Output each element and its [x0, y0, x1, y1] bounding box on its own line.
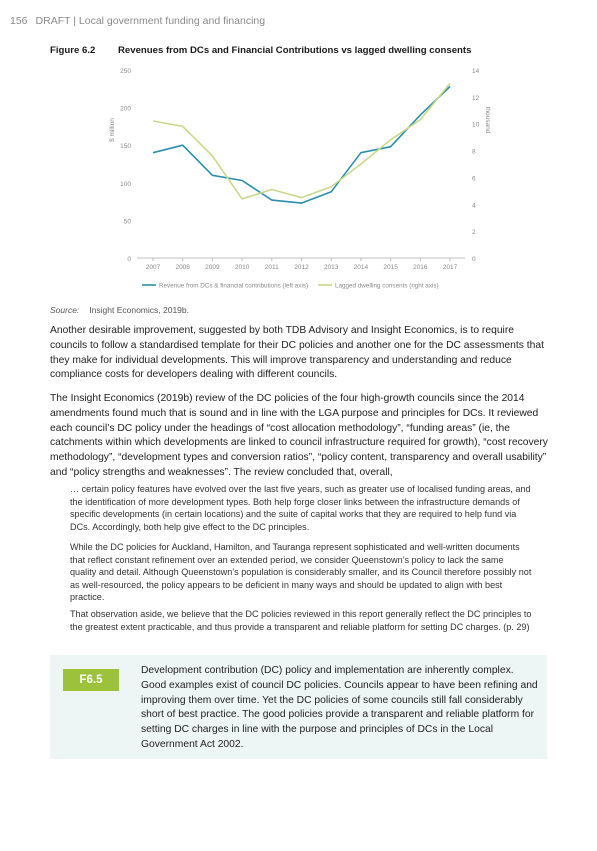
y-left-tick-label: 50	[123, 218, 131, 226]
y-left-tick-label: 200	[120, 105, 131, 113]
finding-box	[50, 655, 547, 759]
y-left-tick-label: 150	[120, 143, 131, 151]
source-label: Source:	[50, 305, 80, 315]
y-right-tick-label: 12	[472, 94, 480, 102]
line-chart	[0, 0, 597, 300]
series-line-2	[153, 83, 450, 198]
y-right-tick-label: 6	[472, 175, 476, 183]
y-left-axis-label: $ million	[109, 118, 116, 142]
page-number: 156	[10, 15, 28, 27]
figure-number: Figure 6.2	[50, 45, 96, 56]
block-quote: While the DC policies for Auckland, Hamilton, and Tauranga represent sophisticated and well-written documents that reflect constant refinement over an extended period, we consider Queenstown’s policy to lack the same quality and detail. Although Queenstown’s population is considerably smaller, and its Council therefore possibly not as well-resourced, the policy appears to be deficient in many ways and should be updated to align with best practice.	[70, 542, 532, 603]
y-right-tick-label: 2	[472, 229, 476, 237]
running-title: DRAFT | Local government funding and financing	[35, 15, 266, 27]
body-paragraph: The Insight Economics (2019b) review of the DC policies of the four high-growth councils since the 2014 amendments found much that is sound and in line with the LGA purpose and principles for DCs. It reviewed each council’s DC policy under the headings of “cost allocation methodology”, “funding areas” (ie, the catchments within which developments are linked to council infrastructure required for growth), “cost recovery methodology”, “development types and conversion ratios”, “policy content, transparency and overall usability” and “policy strengths and weaknesses”. The review concluded that, overall,	[50, 393, 548, 478]
y-left-tick-label: 100	[120, 180, 131, 188]
x-tick-label: 2015	[383, 264, 398, 271]
y-right-tick-label: 14	[472, 68, 480, 75]
x-tick-label: 2017	[442, 264, 458, 271]
x-tick-label: 2009	[205, 264, 220, 271]
finding-text: Development contribution (DC) policy and implementation are inherently complex. Good examples exist of council DC policies. Councils appear to have been refining and improving them over time. Yet the DC policies of some councils still fall considerably short of best practice. The good policies provide a transparent and reliable platform for setting DC charges in line with the purpose and principles of DCs in the Local Government Act 2002.	[141, 665, 538, 750]
x-tick-label: 2013	[323, 264, 339, 271]
source-text: Insight Economics, 2019b.	[89, 305, 189, 315]
x-tick-label: 2010	[234, 264, 250, 271]
series-line-1	[153, 87, 450, 204]
y-left-tick-label: 0	[127, 256, 131, 263]
x-tick-label: 2012	[294, 264, 309, 271]
block-quote: … certain policy features have evolved over the last five years, such as greater use of localised funding areas, and the identification of more development types. Both help forge closer links between the infrastructure demands of specific developments (in certain locations) and the suite of capital works that they are required to help fund via DCs. Accordingly, both help give effect to the DC principles.	[70, 484, 531, 532]
y-right-tick-label: 0	[472, 256, 476, 263]
x-tick-label: 2014	[353, 264, 369, 271]
legend-label: Revenue from DCs & financial contributions (left axis)	[159, 282, 309, 290]
x-tick-label: 2011	[264, 264, 279, 271]
finding-tag: F6.5	[63, 669, 119, 691]
figure-source	[50, 305, 189, 315]
y-right-tick-label: 10	[472, 121, 480, 129]
y-right-tick-label: 8	[472, 148, 476, 156]
x-tick-label: 2007	[145, 264, 161, 271]
y-left-tick-label: 250	[120, 68, 131, 75]
x-tick-label: 2008	[175, 264, 190, 271]
body-paragraph: Another desirable improvement, suggested by both TDB Advisory and Insight Economics, is to require councils to follow a standardised template for their DC policies and another one for the DC assessments that they make for individual developments. This will improve transparency and understanding and reduce compliance costs for developers dealing with different councils.	[50, 325, 544, 381]
block-quote: That observation aside, we believe that the DC policies reviewed in this report generally reflect the DC principles to the greatest extent practicable, and thus provide a transparent and reliable platform for setting DC charges. (p. 29)	[70, 609, 532, 632]
y-right-axis-label: thousand	[484, 106, 491, 134]
legend-label: Lagged dwelling consents (right axis)	[335, 282, 439, 290]
y-right-tick-label: 4	[472, 202, 476, 210]
figure-title: Revenues from DCs and Financial Contributions vs lagged dwelling consents	[118, 45, 472, 56]
x-tick-label: 2016	[413, 264, 428, 271]
